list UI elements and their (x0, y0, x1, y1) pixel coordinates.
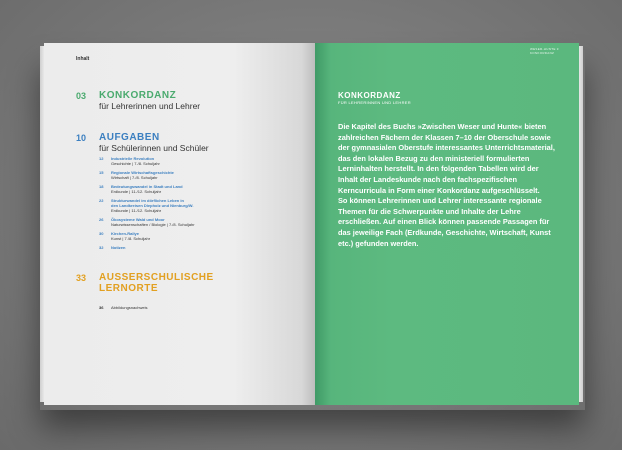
section-title-konkordanz: KONKORDANZ (99, 90, 177, 101)
toc-entry-title: Bedeutungswandel in Stadt und Land (111, 184, 183, 189)
body-paragraph-1: Die Kapitel des Buchs »Zwischen Weser und Hunte« bieten zahlreichen Fächern der Klassen 7–10 der Oberschule sowie der gymnasialen Oberstufe interessantes Unterrichtsmaterial, das den lokalen Bezug zu den ministeriell formulierten Lerninhalten herstellt. In den folgenden Tabellen wird der Inhalt der Landeskunde nach den fachspezifischen Kerncurricula in Form einer Konkordanz aufgeschlüsselt. (338, 122, 555, 195)
section-title-lernorte-line1: AUSSERSCHULISCHE (99, 272, 214, 283)
toc-entry-title-line2: den Landkreisen Diepholz und Nienburg/W. (111, 203, 194, 208)
section-title-lernorte-line2: LERNORTE (99, 283, 158, 294)
toc-entry-meta: Naturwissenschaften / Biologie | 7./8. Schuljahr (111, 222, 195, 227)
section-number-lernorte: 33 (76, 273, 87, 283)
toc-entry-page: 26 (99, 217, 104, 222)
toc-entry-page: 12 (99, 156, 104, 161)
body-paragraph-2: So können Lehrerinnen und Lehrer interessante regionale Themen für die Schwerpunkte und Inhalte der Lehre erschließen. Auf einen Blick können passende Passagen für das jeweilige Fach (Erdkunde, Geschichte, Wirtschaft, Kunst etc.) gefunden werden. (338, 196, 551, 248)
right-running-head-line2: KONKORDANZ (530, 51, 555, 55)
right-page-edge (579, 46, 583, 402)
toc-entry-meta: Geschichte | 7./8. Schuljahr (111, 161, 160, 166)
toc-entry-page: 30 (99, 231, 104, 236)
toc-entry-page: 32 (99, 245, 104, 250)
section-subtitle-aufgaben: für Schülerinnen und Schüler (99, 143, 209, 153)
toc-entry-title: Ökosysteme Wald und Moor (111, 217, 165, 222)
section-subtitle-konkordanz: für Lehrerinnen und Lehrer (99, 101, 201, 111)
picture-credits-title: Abbildungsnachweis (111, 305, 148, 310)
right-page-body (338, 122, 560, 249)
toc-entry-title: Notizen (111, 245, 126, 250)
right-page-subtitle: FÜR LEHRERINNEN UND LEHRER (338, 100, 411, 105)
section-number-aufgaben: 10 (76, 133, 87, 143)
toc-entry-title: Industrielle Revolution (111, 156, 155, 161)
toc-entry-page: 22 (99, 198, 104, 203)
right-page-title: KONKORDANZ (338, 91, 401, 100)
section-number-konkordanz: 03 (76, 91, 87, 101)
toc-entry-title: Regionale Wirtschaftsgeschichte (111, 170, 174, 175)
left-running-head: Inhalt (76, 56, 90, 62)
toc-entry-meta: Erdkunde | 11./12. Schuljahr (111, 189, 162, 194)
toc-entry-page: 15 (99, 170, 104, 175)
picture-credits-page: 36 (99, 305, 104, 310)
toc-entry-meta: Kunst | 7./8. Schuljahr (111, 236, 151, 241)
right-running-head (530, 47, 570, 55)
toc-entry-title-line1: Strukturwandel im dörflichen Leben in (111, 198, 184, 203)
toc-entry-title: Kirchen-Rallye (111, 231, 140, 236)
toc-entry-meta: Wirtschaft | 7./8. Schuljahr (111, 175, 158, 180)
toc-entry-page: 18 (99, 184, 104, 189)
toc-entry-meta: Erdkunde | 11./12. Schuljahr (111, 208, 162, 213)
section-title-aufgaben: AUFGABEN (99, 132, 160, 143)
right-running-head-line1: WESER-HUNTE 3 (530, 47, 559, 51)
